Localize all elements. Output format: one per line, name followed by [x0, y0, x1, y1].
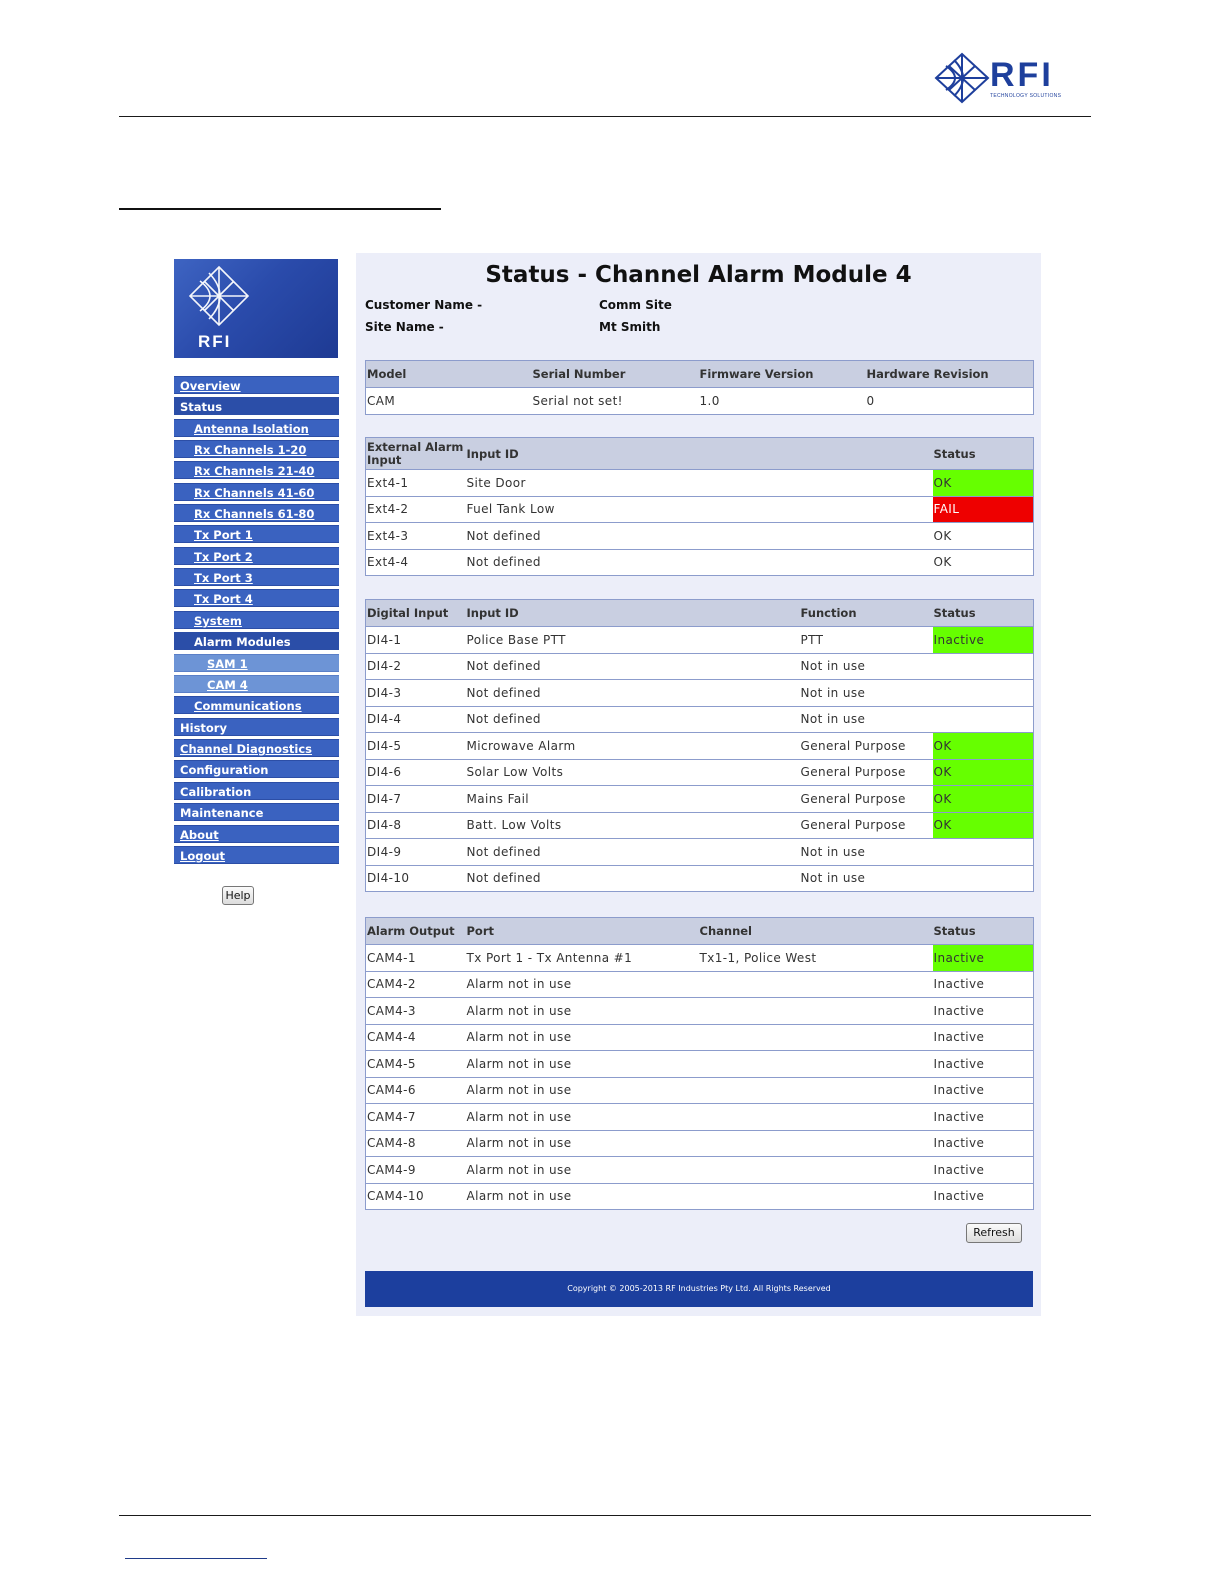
table-row: [366, 680, 1034, 707]
table-row: [366, 733, 1034, 760]
table-cell: Not in use: [800, 653, 933, 680]
customer-name-label: Customer Name -: [365, 298, 483, 312]
status-cell: OK: [933, 786, 1034, 813]
status-cell: Inactive: [933, 1077, 1034, 1104]
antenna-logo-icon: [184, 263, 254, 333]
table-cell: Not defined: [466, 523, 933, 550]
table-cell: Not defined: [466, 653, 800, 680]
col-model: Model: [366, 361, 532, 388]
page-title: Status - Channel Alarm Module 4: [485, 262, 912, 288]
status-cell: Inactive: [933, 1130, 1034, 1157]
table-cell: Not in use: [800, 839, 933, 866]
status-cell: FAIL: [933, 496, 1034, 523]
status-cell: OK: [933, 523, 1034, 550]
table-cell: DI4-3: [366, 680, 466, 707]
col-input-id: Input ID: [466, 438, 933, 470]
table-row: [366, 549, 1034, 576]
table-cell: DI4-4: [366, 706, 466, 733]
nav-tx-port-3[interactable]: Tx Port 3: [174, 568, 339, 586]
table-cell: Mains Fail: [466, 786, 800, 813]
status-cell: Inactive: [933, 1183, 1034, 1210]
footer-link-underline: [125, 1558, 267, 1559]
page-logo-subtext: TECHNOLOGY SOLUTIONS: [990, 93, 1062, 99]
cell-serial-number: Serial not set!: [532, 388, 699, 415]
nav-system[interactable]: System: [174, 611, 339, 629]
table-cell: Site Door: [466, 470, 933, 497]
col-alarm-output: Alarm Output: [366, 918, 466, 945]
table-cell: [699, 971, 933, 998]
nav-rx-channels-21-40[interactable]: Rx Channels 21-40: [174, 461, 339, 479]
table-cell: CAM4-10: [366, 1183, 466, 1210]
status-cell: Inactive: [933, 1104, 1034, 1131]
table-cell: [699, 1104, 933, 1131]
nav-rx-channels-41-60[interactable]: Rx Channels 41-60: [174, 483, 339, 501]
table-cell: DI4-2: [366, 653, 466, 680]
nav-tx-port-4[interactable]: Tx Port 4: [174, 589, 339, 607]
status-cell: [933, 706, 1034, 733]
table-cell: DI4-1: [366, 627, 466, 654]
customer-name-value: Comm Site: [599, 298, 672, 312]
status-cell: OK: [933, 470, 1034, 497]
table-cell: Fuel Tank Low: [466, 496, 933, 523]
table-cell: DI4-10: [366, 865, 466, 892]
cell-firmware-version: 1.0: [699, 388, 866, 415]
status-cell: OK: [933, 812, 1034, 839]
table-cell: Tx Port 1 - Tx Antenna #1: [466, 945, 699, 972]
table-cell: Alarm not in use: [466, 971, 699, 998]
table-cell: [699, 1051, 933, 1078]
table-row: [366, 523, 1034, 550]
table-cell: Not defined: [466, 680, 800, 707]
table-cell: DI4-5: [366, 733, 466, 760]
table-cell: Not in use: [800, 865, 933, 892]
table-cell: Batt. Low Volts: [466, 812, 800, 839]
table-cell: Alarm not in use: [466, 1051, 699, 1078]
cell-model: CAM: [366, 388, 532, 415]
status-cell: Inactive: [933, 1024, 1034, 1051]
sidebar-logo-text: RFI: [198, 332, 232, 351]
table-row: [366, 839, 1034, 866]
status-cell: Inactive: [933, 627, 1034, 654]
table-row: [366, 470, 1034, 497]
table-row: [366, 971, 1034, 998]
sidebar: [174, 253, 340, 1316]
table-cell: Tx1-1, Police West: [699, 945, 933, 972]
table-cell: Not in use: [800, 706, 933, 733]
table-header-row: [366, 361, 1034, 388]
digital-input-table: [365, 599, 1034, 892]
table-row: [366, 496, 1034, 523]
table-cell: DI4-6: [366, 759, 466, 786]
col-firmware-version: Firmware Version: [699, 361, 866, 388]
col-status: Status: [933, 600, 1034, 627]
table-row: [366, 627, 1034, 654]
table-cell: CAM4-9: [366, 1157, 466, 1184]
col-external-alarm-input: External Alarm Input: [366, 438, 466, 470]
cell-hardware-revision: 0: [866, 388, 1034, 415]
table-cell: [699, 1024, 933, 1051]
module-info-table: [365, 360, 1034, 415]
status-cell: [933, 680, 1034, 707]
refresh-button[interactable]: Refresh: [966, 1223, 1022, 1243]
table-cell: Ext4-4: [366, 549, 466, 576]
nav-tx-port-1[interactable]: Tx Port 1: [174, 525, 339, 543]
table-cell: General Purpose: [800, 759, 933, 786]
nav-alarm-modules[interactable]: Alarm Modules: [174, 632, 339, 650]
alarm-output-table: [365, 917, 1034, 1210]
table-row: [366, 653, 1034, 680]
table-header-row: [366, 918, 1034, 945]
col-digital-input: Digital Input: [366, 600, 466, 627]
web-ui-screenshot: [174, 253, 1041, 1316]
table-cell: Microwave Alarm: [466, 733, 800, 760]
table-cell: Alarm not in use: [466, 998, 699, 1025]
table-row: [366, 706, 1034, 733]
table-row: [366, 998, 1034, 1025]
nav-configuration[interactable]: Configuration: [174, 760, 339, 778]
table-cell: DI4-7: [366, 786, 466, 813]
footer-rule: [119, 1515, 1091, 1516]
table-cell: General Purpose: [800, 812, 933, 839]
table-cell: [699, 998, 933, 1025]
help-button[interactable]: Help: [222, 886, 254, 905]
main-panel: [356, 253, 1041, 1316]
table-cell: Police Base PTT: [466, 627, 800, 654]
nav-tx-port-2[interactable]: Tx Port 2: [174, 547, 339, 565]
col-serial-number: Serial Number: [532, 361, 699, 388]
table-cell: CAM4-8: [366, 1130, 466, 1157]
table-cell: Alarm not in use: [466, 1157, 699, 1184]
table-row: [366, 1157, 1034, 1184]
status-cell: OK: [933, 759, 1034, 786]
table-row: [366, 1077, 1034, 1104]
sidebar-logo: [174, 259, 338, 358]
site-name-label: Site Name -: [365, 320, 444, 334]
table-cell: [699, 1077, 933, 1104]
table-cell: CAM4-3: [366, 998, 466, 1025]
nav-calibration[interactable]: Calibration: [174, 782, 339, 800]
table-cell: Not defined: [466, 865, 800, 892]
status-cell: Inactive: [933, 971, 1034, 998]
table-row: [366, 1104, 1034, 1131]
table-header-row: [366, 438, 1034, 470]
nav-status[interactable]: Status: [174, 397, 339, 415]
nav-rx-channels-1-20[interactable]: Rx Channels 1-20: [174, 440, 339, 458]
table-cell: Not defined: [466, 839, 800, 866]
table-cell: Alarm not in use: [466, 1024, 699, 1051]
status-cell: [933, 865, 1034, 892]
table-cell: Not in use: [800, 680, 933, 707]
table-cell: Not defined: [466, 706, 800, 733]
status-cell: Inactive: [933, 1157, 1034, 1184]
col-status: Status: [933, 918, 1034, 945]
status-cell: [933, 839, 1034, 866]
table-row: [366, 388, 1034, 415]
table-cell: Alarm not in use: [466, 1130, 699, 1157]
copyright-footer: Copyright © 2005-2013 RF Industries Pty Ltd. All Rights Reserved: [365, 1271, 1033, 1307]
table-cell: [699, 1157, 933, 1184]
table-row: [366, 1051, 1034, 1078]
table-cell: Ext4-1: [366, 470, 466, 497]
col-channel: Channel: [699, 918, 933, 945]
col-hardware-revision: Hardware Revision: [866, 361, 1034, 388]
table-cell: CAM4-2: [366, 971, 466, 998]
table-cell: CAM4-1: [366, 945, 466, 972]
nav-sam-1[interactable]: SAM 1: [174, 654, 339, 672]
table-row: [366, 812, 1034, 839]
table-row: [366, 1183, 1034, 1210]
table-cell: CAM4-7: [366, 1104, 466, 1131]
nav-about[interactable]: About: [174, 825, 339, 843]
table-cell: Alarm not in use: [466, 1104, 699, 1131]
nav-cam-4[interactable]: CAM 4: [174, 675, 339, 693]
status-cell: OK: [933, 733, 1034, 760]
col-status: Status: [933, 438, 1034, 470]
external-alarm-table: [365, 437, 1034, 576]
table-cell: Alarm not in use: [466, 1183, 699, 1210]
table-header-row: [366, 600, 1034, 627]
table-row: [366, 945, 1034, 972]
table-cell: DI4-9: [366, 839, 466, 866]
table-cell: CAM4-4: [366, 1024, 466, 1051]
table-cell: DI4-8: [366, 812, 466, 839]
section-heading-underline: [119, 208, 441, 210]
table-cell: CAM4-5: [366, 1051, 466, 1078]
nav-overview[interactable]: Overview: [174, 376, 339, 394]
table-row: [366, 1024, 1034, 1051]
col-function: Function: [800, 600, 933, 627]
status-cell: Inactive: [933, 1051, 1034, 1078]
status-cell: Inactive: [933, 945, 1034, 972]
table-cell: PTT: [800, 627, 933, 654]
site-name-value: Mt Smith: [599, 320, 661, 334]
status-cell: [933, 653, 1034, 680]
table-cell: General Purpose: [800, 733, 933, 760]
col-port: Port: [466, 918, 699, 945]
table-cell: Solar Low Volts: [466, 759, 800, 786]
table-row: [366, 865, 1034, 892]
nav-logout[interactable]: Logout: [174, 846, 339, 864]
table-cell: [699, 1183, 933, 1210]
status-cell: Inactive: [933, 998, 1034, 1025]
page-logo-text: RFI: [990, 56, 1054, 94]
antenna-logo-icon: [934, 52, 990, 104]
table-cell: Alarm not in use: [466, 1077, 699, 1104]
col-input-id: Input ID: [466, 600, 800, 627]
table-cell: General Purpose: [800, 786, 933, 813]
table-row: [366, 1130, 1034, 1157]
header-rule: [119, 116, 1091, 117]
nav-rx-channels-61-80[interactable]: Rx Channels 61-80: [174, 504, 339, 522]
nav-antenna-isolation[interactable]: Antenna Isolation: [174, 419, 339, 437]
table-cell: Ext4-3: [366, 523, 466, 550]
nav-communications[interactable]: Communications: [174, 696, 339, 714]
table-row: [366, 786, 1034, 813]
nav-maintenance[interactable]: Maintenance: [174, 803, 339, 821]
status-cell: OK: [933, 549, 1034, 576]
table-cell: [699, 1130, 933, 1157]
table-row: [366, 759, 1034, 786]
table-cell: Ext4-2: [366, 496, 466, 523]
nav-channel-diagnostics[interactable]: Channel Diagnostics: [174, 739, 339, 757]
table-cell: Not defined: [466, 549, 933, 576]
table-cell: CAM4-6: [366, 1077, 466, 1104]
nav-history[interactable]: History: [174, 718, 339, 736]
